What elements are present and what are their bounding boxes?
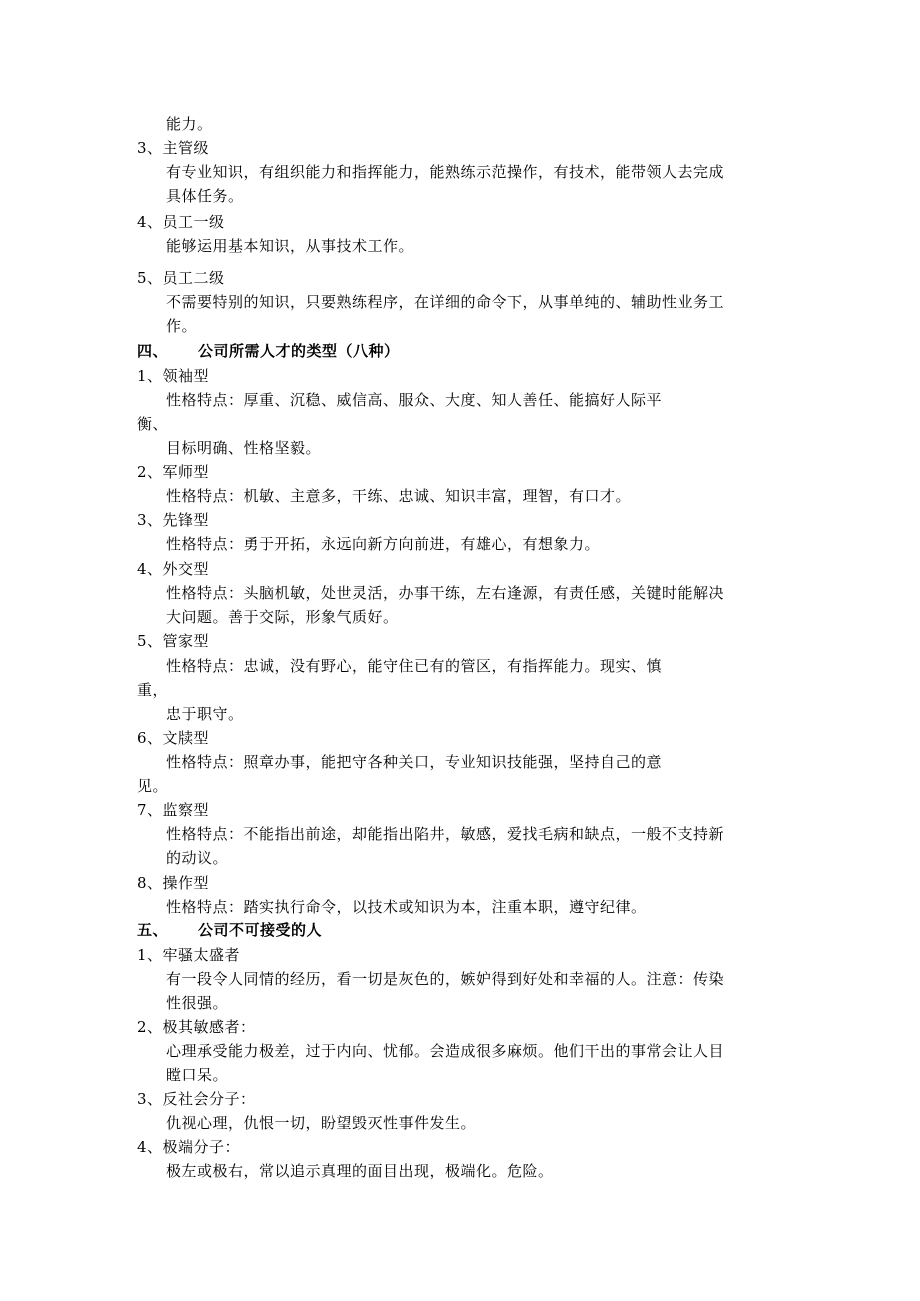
continuation-text: 能力。 [166,115,213,133]
item-description: 忠于职守。 [166,705,244,723]
item-number: 8、 [137,874,163,892]
item-title: 领袖型 [162,367,210,385]
item-title: 操作型 [162,874,210,892]
item-description: 性格特点：厚重、沉稳、威信高、服众、大度、知人善任、能搞好人际平 [166,391,663,409]
item-number: 6、 [137,729,163,747]
item-description: 见。 [137,777,169,795]
item-description: 有专业知识，有组织能力和指挥能力，能熟练示范操作，有技术，能带领人去完成 [166,163,725,181]
item-description: 作。 [166,317,198,335]
list-item-heading [137,873,209,893]
item-description: 有一段令人同情的经历，看一切是灰色的，嫉妒得到好处和幸福的人。注意：传染 [166,970,725,988]
item-title: 军师型 [162,463,210,481]
list-item-heading [137,1089,256,1109]
list-item-heading [137,945,240,965]
item-description: 仇视心理，仇恨一切，盼望毁灭性事件发生。 [166,1114,477,1132]
item-title: 监察型 [162,801,210,819]
item-description: 性很强。 [166,994,229,1012]
item-description: 性格特点：不能指出前途，却能指出陷井，敏感，爱找毛病和缺点，一般不支持新 [166,825,725,843]
item-number: 4、 [137,213,163,231]
item-description: 性格特点：照章办事，能把守各种关口，专业知识技能强，坚持自己的意 [166,753,663,771]
list-item-heading [137,366,209,386]
item-number: 3、 [137,511,163,529]
list-item-heading [137,631,209,651]
item-description: 性格特点：头脑机敏，处世灵活，办事干练，左右逢源，有责任感，关键时能解决 [166,584,725,602]
section-heading [137,920,322,940]
item-description: 性格特点：机敏、主意多，干练、忠诚、知识丰富，理智，有口才。 [166,487,632,505]
item-description: 目标明确、性格坚毅。 [166,439,322,457]
list-item-heading [137,800,209,820]
item-number: 5、 [137,269,163,287]
list-item-heading [137,138,209,158]
item-description: 性格特点：踏实执行命令，以技术或知识为本，注重本职，遵守纪律。 [166,898,647,916]
item-description: 的动议。 [166,849,229,867]
item-title: 管家型 [162,632,210,650]
item-description: 性格特点：忠诚，没有野心，能守住已有的管区，有指挥能力。现实、慎 [166,657,663,675]
item-description: 重， [137,681,169,699]
item-title: 员工二级 [162,269,225,287]
item-title: 反社会分子： [162,1090,256,1108]
list-item-heading [137,212,225,232]
item-description: 具体任务。 [166,187,244,205]
item-description: 不需要特别的知识，只要熟练程序，在详细的命令下，从事单纯的、辅助性业务工 [166,293,725,311]
item-number: 4、 [137,560,163,578]
item-number: 2、 [137,1018,163,1036]
item-description: 心理承受能力极差，过于内向、忧郁。会造成很多麻烦。他们干出的事常会让人目 [166,1042,725,1060]
section-heading [137,341,400,361]
item-title: 先锋型 [162,511,210,529]
section-title: 公司所需人才的类型（八种） [198,342,400,360]
item-title: 外交型 [162,560,210,578]
item-description: 大问题。善于交际，形象气质好。 [166,608,399,626]
item-number: 2、 [137,463,163,481]
section-number: 五、 [137,921,169,939]
item-number: 1、 [137,946,163,964]
item-description: 极左或极右，常以追示真理的面目出现，极端化。危险。 [166,1162,554,1180]
list-item-heading [137,1137,240,1157]
item-description: 性格特点：勇于开拓，永远向新方向前进，有雄心，有想象力。 [166,535,601,553]
item-description: 瞠口呆。 [166,1066,229,1084]
item-number: 5、 [137,632,163,650]
list-item-heading [137,510,209,530]
item-title: 极其敏感者： [162,1018,256,1036]
section-number: 四、 [137,342,169,360]
item-number: 3、 [137,139,163,157]
item-description: 衡、 [137,415,169,433]
item-description: 能够运用基本知识，从事技术工作。 [166,237,415,255]
item-title: 文牍型 [162,729,210,747]
list-item-heading [137,268,225,288]
item-number: 7、 [137,801,163,819]
list-item-heading [137,728,209,748]
item-title: 员工一级 [162,213,225,231]
list-item-heading [137,462,209,482]
item-number: 3、 [137,1090,163,1108]
item-title: 主管级 [162,139,210,157]
list-item-heading [137,559,209,579]
item-number: 1、 [137,367,163,385]
list-item-heading [137,1017,256,1037]
section-title: 公司不可接受的人 [198,921,323,939]
item-number: 4、 [137,1138,163,1156]
item-title: 牢骚太盛者 [162,946,241,964]
item-title: 极端分子： [162,1138,241,1156]
